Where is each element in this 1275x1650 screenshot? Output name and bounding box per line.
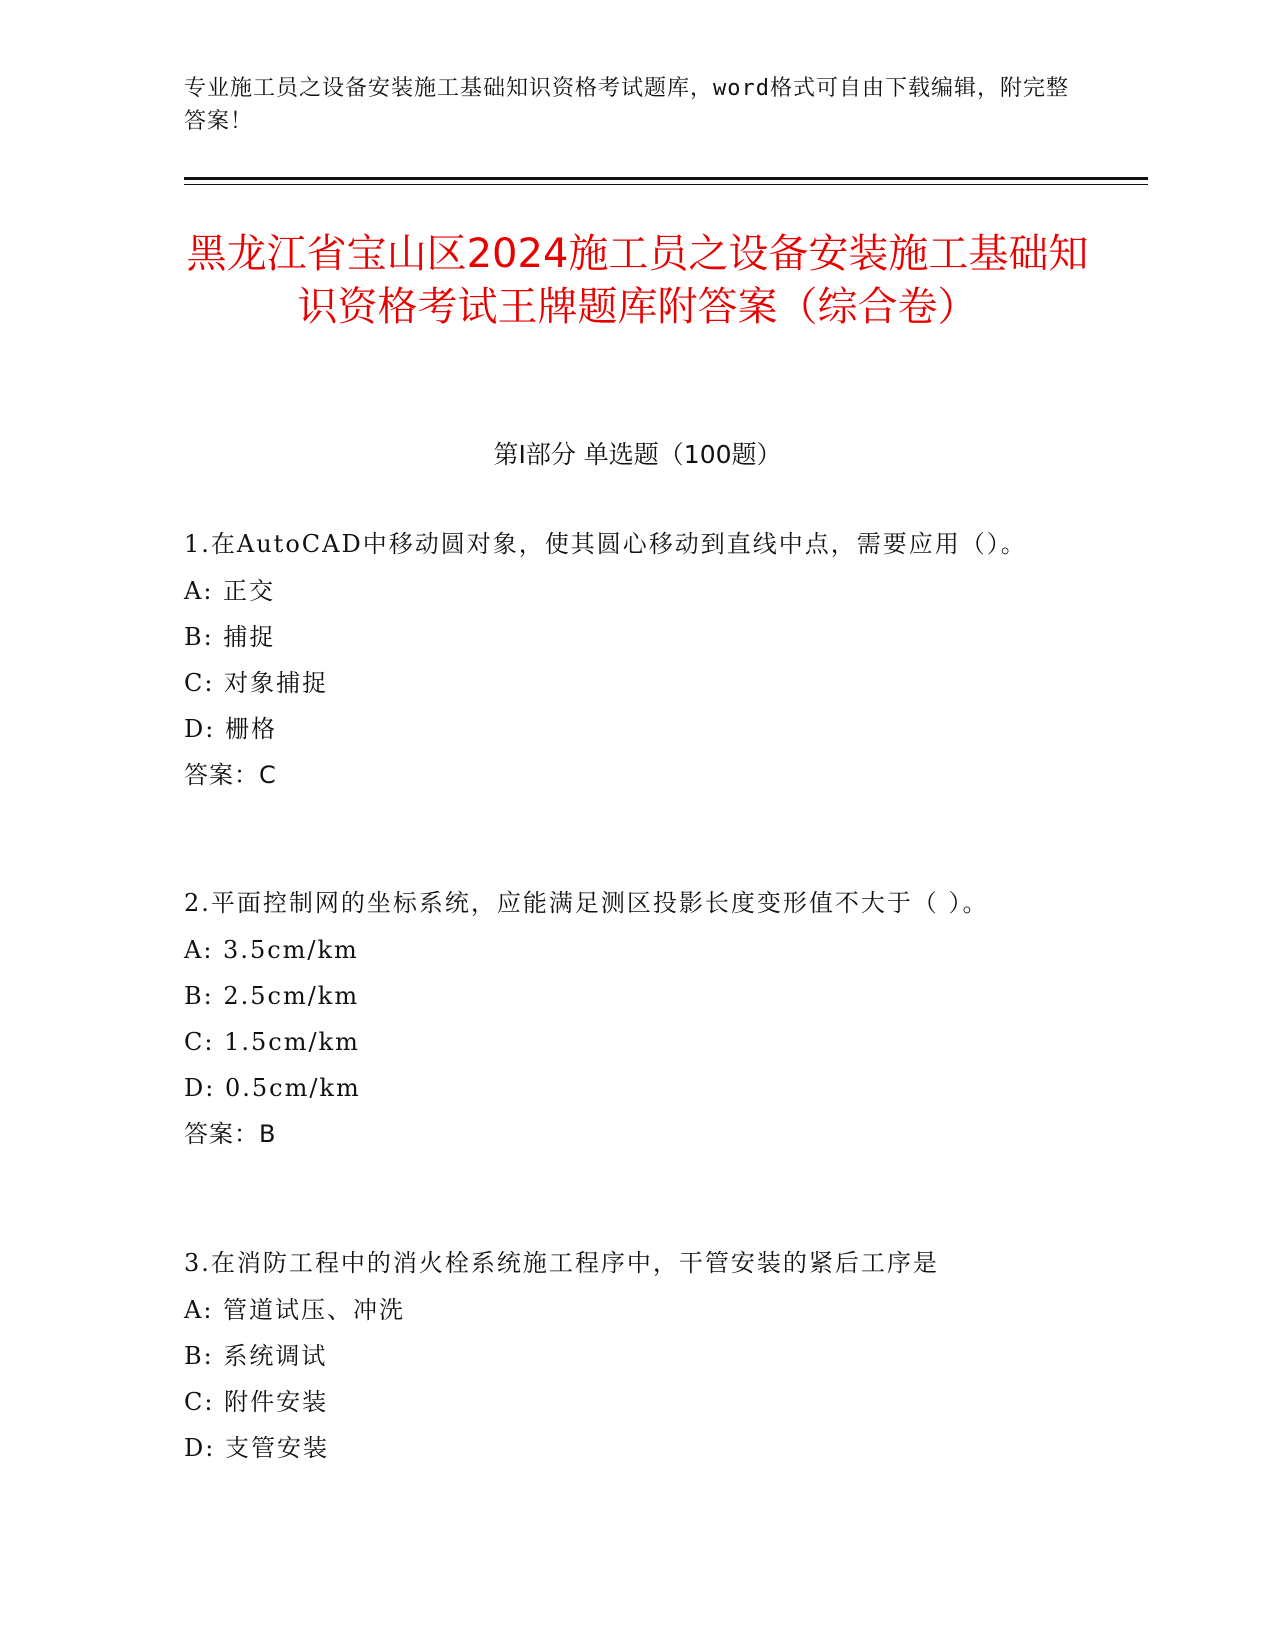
- section-title: 第Ⅰ部分 单选题（100题）: [493, 440, 782, 469]
- option-a: A: 正交: [184, 577, 276, 605]
- option-b: B: 捕捉: [184, 623, 276, 651]
- question-3: [184, 1240, 1064, 1471]
- header-rule-thin: [184, 184, 1148, 185]
- option-d: D: 栅格: [184, 715, 277, 743]
- question-stem: 2.平面控制网的坐标系统，应能满足测区投影长度变形值不大于（ ）。: [184, 889, 989, 917]
- question-stem: 3.在消防工程中的消火栓系统施工程序中，干管安装的紧后工序是: [184, 1249, 939, 1277]
- header-note: 专业施工员之设备安装施工基础知识资格考试题库，word格式可自由下载编辑，附完整答案！: [184, 76, 1069, 134]
- document-title: 黑龙江省宝山区2024施工员之设备安装施工基础知识资格考试王牌题库附答案（综合卷）: [186, 231, 1089, 330]
- answer: 答案：C: [184, 761, 277, 789]
- option-d: D: 0.5cm/km: [184, 1074, 361, 1102]
- question-1: [184, 521, 1064, 798]
- answer: 答案：B: [184, 1120, 277, 1148]
- option-c: C: 1.5cm/km: [184, 1028, 360, 1056]
- question-2: [184, 880, 1064, 1157]
- option-b: B: 系统调试: [184, 1342, 328, 1370]
- option-c: C: 对象捕捉: [184, 669, 329, 697]
- option-b: B: 2.5cm/km: [184, 982, 360, 1010]
- option-a: A: 管道试压、冲洗: [184, 1296, 406, 1324]
- option-a: A: 3.5cm/km: [184, 936, 359, 964]
- option-c: C: 附件安装: [184, 1388, 329, 1416]
- header-rule-thick: [184, 177, 1148, 180]
- option-d: D: 支管安装: [184, 1434, 329, 1462]
- question-stem: 1.在AutoCAD中移动圆对象，使其圆心移动到直线中点，需要应用（）。: [184, 530, 1027, 558]
